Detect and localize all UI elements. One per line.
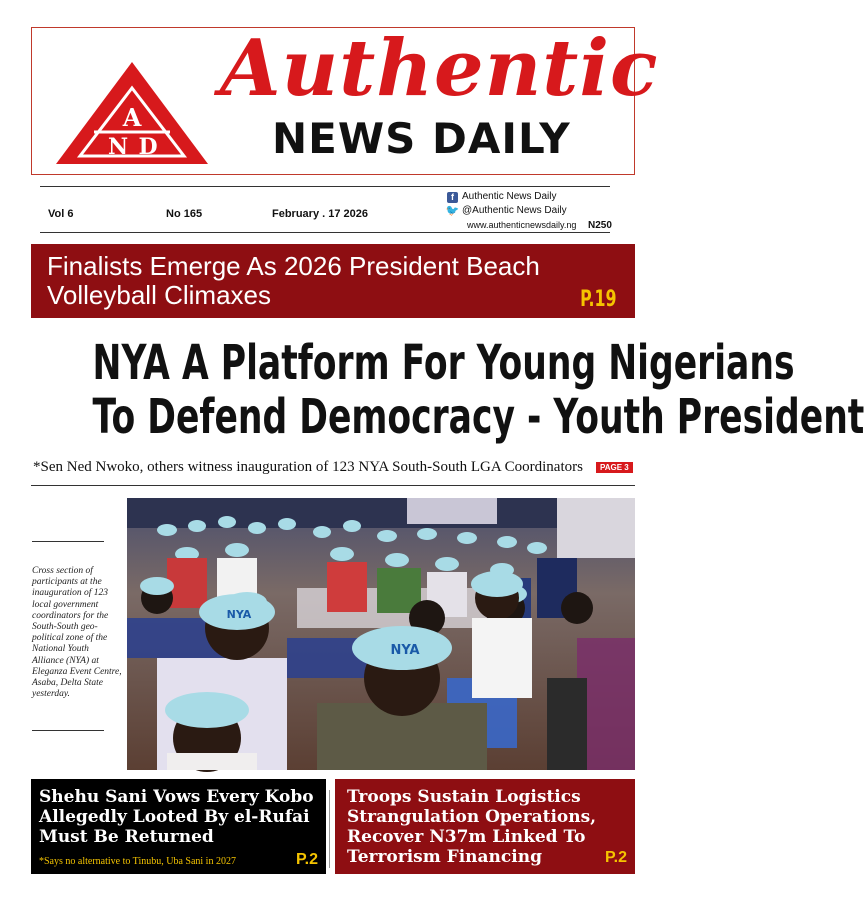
brand-subtitle: NEWS DAILY — [272, 114, 571, 163]
photo-caption: Cross section of participants at the inauguration of 123 local government coordinators for the South-South geo-political zone of the National Youth Alliance (NYA) at Eleganza Event Centre, Asaba, Delta State yesterday. — [32, 566, 122, 700]
price-label: N250 — [588, 220, 612, 231]
caption-rule-bottom — [32, 730, 104, 731]
issue-number: No 165 — [166, 208, 203, 220]
crowd-photo-illustration — [127, 498, 635, 770]
info-rule-bottom — [40, 232, 610, 233]
event-photo — [127, 498, 635, 770]
facebook-icon: f — [447, 192, 458, 203]
logo-letter-n: N — [107, 134, 129, 160]
main-headline-line1: NYA A Platform For Young Nigerians — [92, 335, 795, 391]
brand-script-title: Authentic — [220, 23, 659, 114]
top-banner-story[interactable] — [31, 244, 635, 318]
story-left-page: P.2 — [296, 851, 318, 868]
story-right-page: P.2 — [605, 849, 627, 866]
info-rule-top — [40, 186, 610, 187]
social-links — [447, 190, 567, 218]
headline-subline: *Sen Ned Nwoko, others witness inauguration of 123 NYA South-South LGA Coordinators — [33, 459, 583, 475]
volume-label: Vol 6 — [48, 208, 74, 220]
subline-page-tag: PAGE 3 — [596, 462, 633, 473]
caption-rule-top — [32, 541, 104, 542]
story-troops[interactable] — [335, 779, 635, 874]
twitter-icon: 🐦 — [445, 205, 460, 217]
banner-headline: Finalists Emerge As 2026 President Beach Volleyball Climaxes — [47, 251, 540, 310]
issue-date: February . 17 2026 — [272, 208, 369, 220]
cap-label-1: NYA — [226, 608, 252, 621]
banner-page-ref: P.19 — [580, 287, 617, 312]
logo-letter-d: D — [138, 134, 158, 160]
facebook-handle[interactable]: Authentic News Daily — [462, 191, 557, 202]
story-left-title: Shehu Sani Vows Every Kobo Allegedly Looted By el-Rufai Must Be Returned — [39, 787, 314, 847]
twitter-handle[interactable]: @Authentic News Daily — [462, 205, 567, 216]
story-divider — [329, 790, 330, 868]
story-shehu-sani[interactable] — [31, 779, 326, 874]
main-headline-line2: To Defend Democracy - Youth President — [92, 389, 864, 445]
cap-label-2: NYA — [390, 643, 420, 658]
and-logo-icon — [52, 58, 212, 168]
masthead — [31, 23, 659, 175]
story-left-sub: *Says no alternative to Tinubu, Uba Sani in 2027 — [39, 856, 236, 867]
website-link[interactable]: www.authenticnewsdaily.ng — [467, 220, 577, 230]
logo-letter-a: A — [122, 103, 142, 132]
main-headline[interactable] — [0, 335, 864, 445]
story-right-title: Troops Sustain Logistics Strangulation Operations, Recover N37m Linked To Terrorism Financing — [347, 787, 597, 867]
subline-rule — [31, 485, 635, 486]
